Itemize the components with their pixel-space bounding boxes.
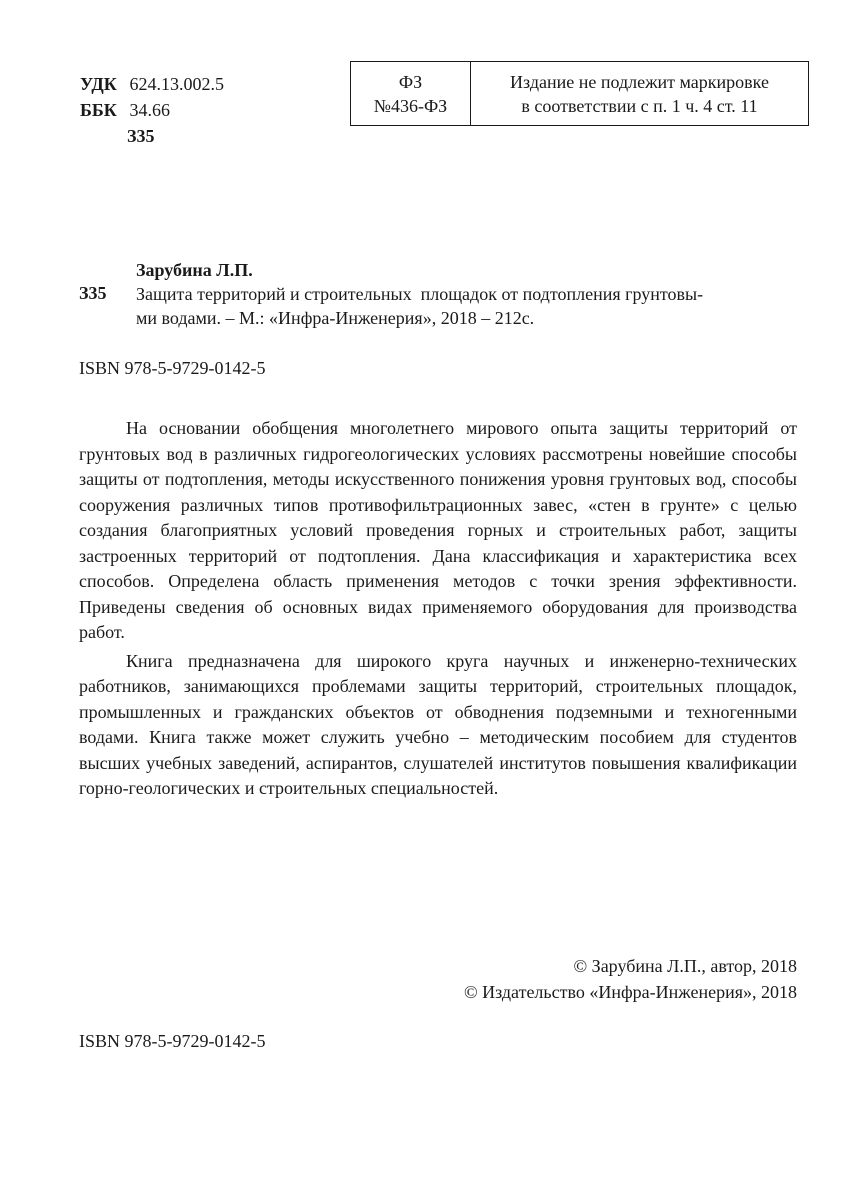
record-title-line1: Защита территорий и строительных площадок от подтопления грунтовы- bbox=[136, 284, 704, 304]
bbk-label: ББК bbox=[80, 100, 117, 120]
udk-label: УДК bbox=[80, 74, 117, 94]
fz-note-line1: Издание не подлежит маркировке bbox=[510, 71, 769, 92]
copyright-block bbox=[464, 954, 797, 1005]
copyright-publisher: © Издательство «Инфра-Инженерия», 2018 bbox=[463, 981, 797, 1002]
author-code: З35 bbox=[127, 126, 155, 146]
bbk-value: 34.66 bbox=[129, 100, 170, 120]
bbk-line bbox=[80, 98, 170, 122]
fz-note-cell bbox=[471, 62, 808, 125]
fz-marking-box bbox=[350, 61, 809, 126]
bibliographic-record bbox=[136, 258, 797, 330]
fz-law-line1: ФЗ bbox=[398, 71, 423, 92]
copyright-author: © Зарубина Л.П., автор, 2018 bbox=[573, 956, 797, 976]
abstract-paragraph-2: Книга предназначена для широкого круга научных и инженерно-технических работников, занимающихся проблемами защиты территорий, строительных площадок, промышленных и гражданских объектов от обводнения подземными и техногенными водами. Книга также может служить учебно – методическим пособием для студентов высших учебных заведений, аспирантов, слушателей институтов повышения квалификации горно-геологических и строительных специальностей. bbox=[79, 650, 797, 798]
abstract-paragraph-1: На основании обобщения многолетнего мирового опыта защиты территорий от грунтовых вод в различных гидрогеологических условиях рассмотрены новейшие способы защиты от подтопления, методы искусственного понижения уровня грунтовых вод, способы сооружения различных типов противофильтрационных завес, «стен в грунте» с целью создания благоприятных условий проведения горных и строительных работ, защиты застроенных территорий от подтопления. Дана классификация и характеристика всех способов. Определена область применения методов с точки зрения эффективности. Приведены сведения об основных видах применяемого оборудования для производства работ. bbox=[79, 418, 797, 642]
abstract bbox=[79, 416, 797, 802]
fz-law-cell bbox=[351, 62, 471, 125]
fz-law-line2: №436-ФЗ bbox=[373, 95, 448, 116]
record-side-code: З35 bbox=[79, 283, 107, 303]
record-title-line2: ми водами. – М.: «Инфра-Инженерия», 2018 – 212с. bbox=[136, 308, 535, 328]
udk-value: 624.13.002.5 bbox=[129, 74, 224, 94]
isbn-top: ISBN 978-5-9729-0142-5 bbox=[79, 358, 266, 378]
fz-note-line2: в соответствии с п. 1 ч. 4 ст. 11 bbox=[521, 95, 758, 116]
udk-line bbox=[80, 72, 224, 96]
record-author: Зарубина Л.П. bbox=[136, 260, 253, 280]
isbn-bottom: ISBN 978-5-9729-0142-5 bbox=[79, 1031, 266, 1051]
